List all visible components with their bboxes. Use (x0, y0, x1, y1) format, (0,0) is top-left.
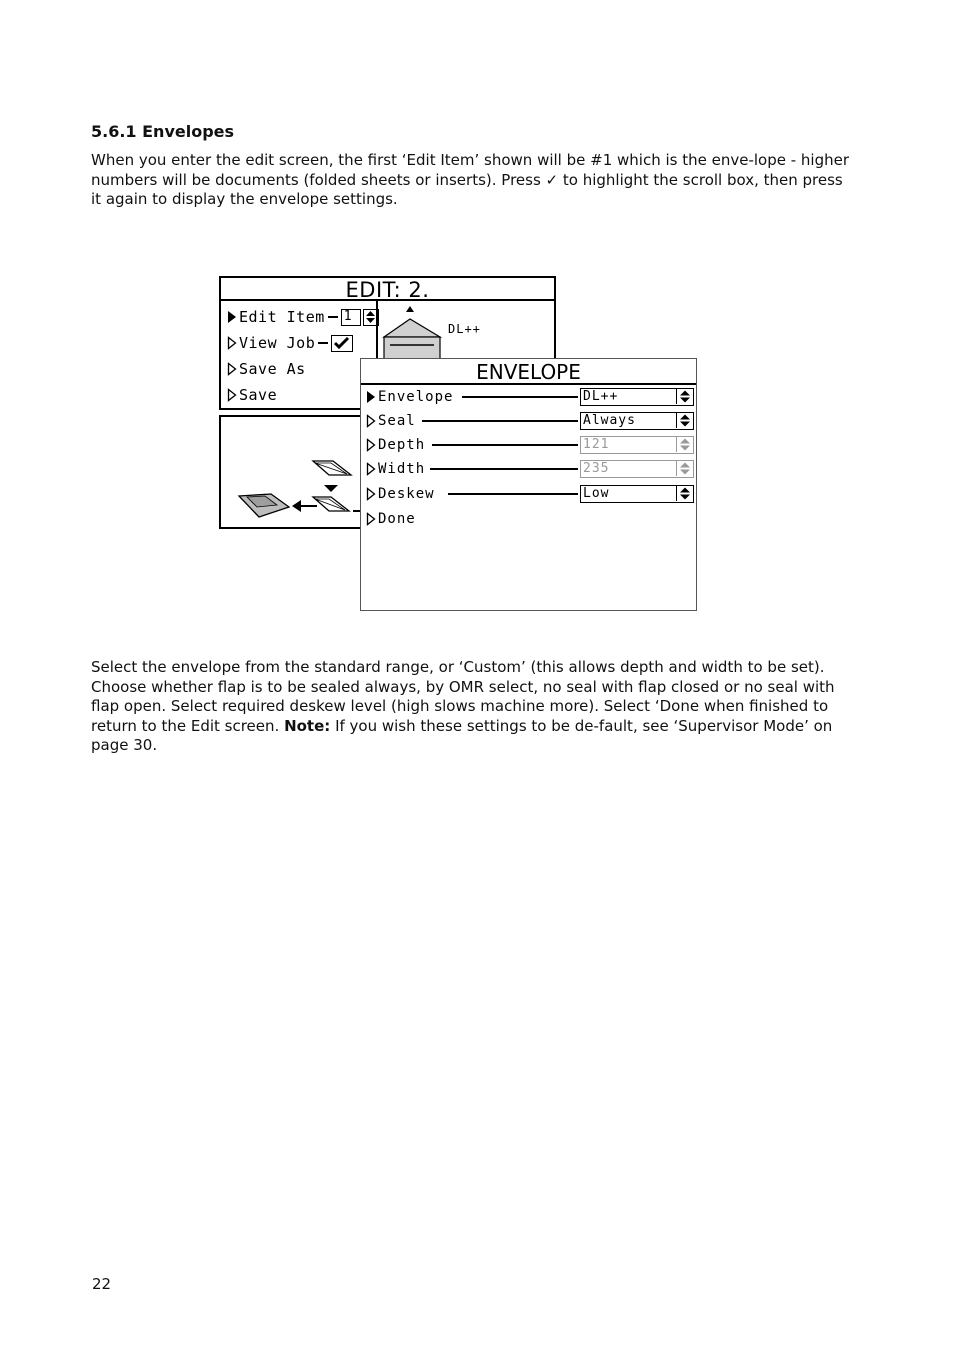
spinner-icon[interactable] (679, 462, 691, 475)
section-heading: 5.6.1 Envelopes (91, 122, 235, 141)
leader-line (448, 493, 578, 495)
envelope-row-done[interactable] (366, 509, 693, 529)
spinner-icon[interactable] (679, 414, 691, 427)
envelope-row-label: Envelope (378, 389, 454, 405)
preview-envelope-label: DL++ (448, 322, 481, 336)
leader-line (430, 468, 578, 470)
envelope-row-depth[interactable] (366, 435, 693, 455)
page-number: 22 (92, 1275, 112, 1293)
depth-value: 121 (583, 437, 610, 452)
width-input[interactable] (580, 460, 694, 478)
deskew-value: Low (583, 486, 610, 501)
edit-menu (219, 301, 376, 410)
selected-arrow-icon (227, 310, 237, 324)
down-arrow-icon (324, 485, 338, 492)
edit-screen-title: EDIT: 2. (219, 276, 556, 301)
depth-input[interactable] (580, 436, 694, 454)
machine-flow-diagram (237, 457, 377, 527)
done-label: Done (378, 511, 416, 527)
unselected-arrow-icon (366, 487, 376, 501)
menu-item-view-job[interactable] (227, 333, 353, 353)
unselected-arrow-icon (227, 336, 237, 350)
envelope-row-envelope[interactable] (366, 387, 693, 407)
intro-paragraph: When you enter the edit screen, the first ‘Edit Item’ shown will be #1 which is the enve-lope - higher numbers will be documents (folded sheets or inserts). Press ✓ to highlight the scroll box, then press it again to display the envelope settings. (91, 151, 850, 208)
view-job-checkbox[interactable] (331, 335, 353, 352)
envelope-row-deskew[interactable] (366, 484, 693, 504)
envelope-row-width[interactable] (366, 459, 693, 479)
unselected-arrow-icon (366, 512, 376, 526)
menu-item-label: View Job (239, 334, 316, 352)
unselected-arrow-icon (366, 462, 376, 476)
leader-dash (328, 316, 338, 318)
edit-item-number[interactable]: 1 (341, 309, 361, 326)
seal-value: Always (583, 413, 636, 428)
spinner-icon[interactable] (679, 487, 691, 500)
unselected-arrow-icon (227, 388, 237, 402)
unselected-arrow-icon (366, 438, 376, 452)
unselected-arrow-icon (227, 362, 237, 376)
envelope-row-seal[interactable] (366, 411, 693, 431)
envelope-select[interactable] (580, 388, 694, 406)
unselected-arrow-icon (366, 414, 376, 428)
envelope-row-label: Width (378, 461, 426, 477)
deskew-select[interactable] (580, 485, 694, 503)
menu-item-save-as[interactable] (227, 359, 306, 379)
envelope-screen (360, 358, 697, 611)
up-arrow-icon (406, 306, 414, 312)
envelope-value: DL++ (583, 389, 619, 404)
note-text: If you wish these settings to be de-fault, see ‘Supervisor Mode’ on page 30. (91, 716, 833, 754)
seal-select[interactable] (580, 412, 694, 430)
left-arrow-icon (292, 500, 301, 512)
checkmark-icon (332, 336, 351, 350)
note-label: Note: (284, 716, 331, 735)
envelope-row-label: Deskew (378, 486, 435, 502)
leader-line (422, 420, 578, 422)
instructions-text: Select the envelope from the standard range, or ‘Custom’ (this allows depth and width to be set). Choose whether flap is to be sealed always, by OMR select, no seal with flap closed or no seal with flap open. Select required deskew level (high slows machine more). Select ‘Done when finished to return to the Edit screen. (91, 658, 835, 735)
spinner-icon[interactable] (679, 390, 691, 403)
spinner-icon[interactable] (679, 438, 691, 451)
selected-arrow-icon (366, 390, 376, 404)
menu-item-label: Save As (239, 360, 306, 378)
leader-line (462, 396, 578, 398)
menu-item-label: Edit Item (239, 308, 325, 326)
menu-item-label: Save (239, 386, 278, 404)
leader-line (432, 444, 578, 446)
leader-dash (318, 342, 328, 344)
width-value: 235 (583, 461, 610, 476)
envelope-row-label: Depth (378, 437, 426, 453)
envelope-row-label: Seal (378, 413, 416, 429)
instructions-paragraph (91, 658, 851, 756)
envelope-screen-title: ENVELOPE (361, 359, 696, 385)
menu-item-edit-item[interactable] (227, 307, 379, 327)
menu-item-save[interactable] (227, 385, 277, 405)
